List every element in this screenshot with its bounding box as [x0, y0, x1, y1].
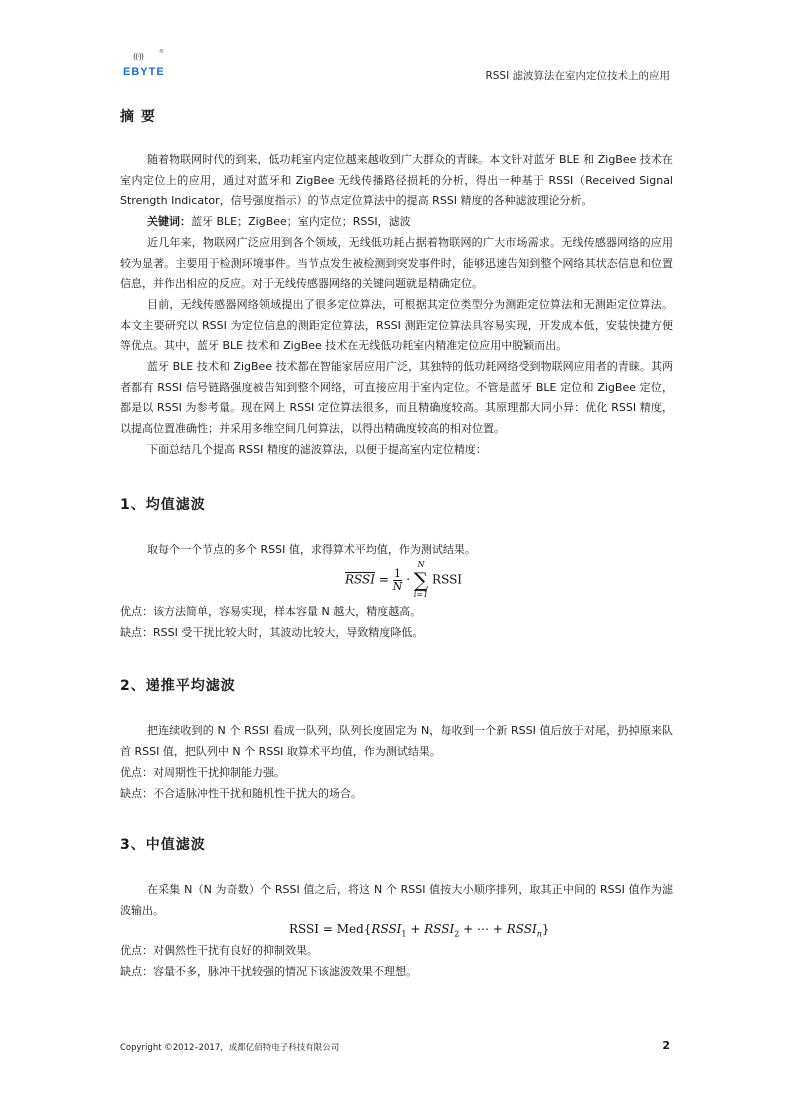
term-1: RSSI: [371, 922, 402, 936]
sigma-icon: ∑: [413, 568, 429, 592]
abstract-paragraph: 随着物联网时代的到来，低功耗室内定位越来越收到广大群众的青睐。本文针对蓝牙 BLE 和 ZigBee 技术在室内定位上的应用，通过对蓝牙和 ZigBee 无线传播路径损耗的分析，得出一种基于 RSSI（Received Signal Strength Indicator，信号强度指示）的节点定位算法中的提高 RSSI 精度的各种滤波理论分析。: [120, 153, 673, 208]
section-heading-mean-filter: 1、均值滤波: [120, 497, 206, 513]
closing-brace: }: [541, 922, 550, 936]
section-2-description: 把连续收到的 N 个 RSSI 看成一队列，队列长度固定为 N，每收到一个新 RSSI 值后放于对尾，扔掉原来队首 RSSI 值，把队列中 N 个 RSSI 取算术平均值，作为测试结果。: [120, 724, 673, 758]
body-paragraph-1: 近几年来，物联网广泛应用到各个领域，无线低功耗占据着物联网的广大市场需求。无线传感器网络的应用较为显著。主要用于检测环境事件。当节点发生被检测到突发事件时，能够迅速告知到整个网络其状态信息和位置信息，并作出相应的反应。对于无线传感器网络的关键问题就是精确定位。: [120, 236, 673, 291]
sum-upper-limit: N: [417, 560, 425, 569]
section-3-pros: 优点：对偶然性干扰有良好的抑制效果。: [120, 944, 318, 957]
fraction-numerator: 1: [394, 566, 402, 580]
plus-sign: +: [406, 922, 425, 936]
keywords-value: 蓝牙 BLE；ZigBee；室内定位；RSSI，滤波: [191, 215, 411, 228]
body-paragraph-2: 目前，无线传感器网络领域提出了很多定位算法，可根据其定位类型分为测距定位算法和无测距定位算法。本文主要研究以 RSSI 为定位信息的测距定位算法，RSSI 测距定位算法具容易实现，开发成本低，安装快捷方便等优点。其中，蓝牙 BLE 技术和 ZigBee 技术在无线低功耗室内精准定位应用中脱颖而出。: [120, 298, 673, 353]
document-header-title: RSSI 滤波算法在室内定位技术上的应用: [485, 70, 670, 82]
page-number: 2: [662, 1039, 670, 1052]
median-filter-formula: [289, 922, 550, 938]
term-2: RSSI: [424, 922, 455, 936]
summation: [414, 560, 428, 600]
term-n: RSSI: [506, 922, 537, 936]
mean-filter-formula: [345, 560, 462, 600]
formula-dot: ·: [406, 572, 411, 587]
footer-copyright: Copyright ©2012–2017，成都亿佰特电子科技有限公司: [120, 1043, 340, 1053]
formula-fraction: [393, 568, 403, 593]
section-heading-median-filter: 3、中值滤波: [120, 837, 206, 853]
wireless-signal-icon: ((·)): [133, 52, 144, 61]
subscript-n: n: [536, 929, 542, 939]
registered-mark: ®: [159, 49, 164, 55]
section-1-description: 取每个一个节点的多个 RSSI 值，求得算术平均值，作为测试结果。: [147, 543, 476, 556]
formula-lhs: RSSI = Med{: [289, 922, 372, 936]
section-3-cons: 缺点：容量不多，脉冲干扰较强的情况下该滤波效果不理想。: [120, 965, 417, 978]
section-1-cons: 缺点：RSSI 受干扰比较大时，其波动比较大，导致精度降低。: [120, 626, 424, 639]
section-heading-recursive-average: 2、递推平均滤波: [120, 678, 236, 694]
section-2-cons: 缺点：不合适脉冲性干扰和随机性干扰大的场合。: [120, 787, 362, 800]
ellipsis: + ⋯ +: [459, 922, 507, 936]
formula-rhs: RSSI: [432, 572, 463, 587]
subscript-2: 2: [454, 929, 460, 939]
logo-brand-text: EBYTE: [123, 66, 165, 78]
ebyte-logo: [123, 49, 173, 82]
formula-equals: =: [378, 572, 389, 587]
section-3-description: 在采集 N（N 为奇数）个 RSSI 值之后，将这 N 个 RSSI 值按大小顺序排列，取其正中间的 RSSI 值作为滤波输出。: [120, 883, 673, 917]
keywords-line: [120, 212, 673, 233]
keywords-label: 关键词：: [147, 215, 191, 228]
section-2-pros: 优点：对周期性干扰抑制能力强。: [120, 766, 285, 779]
abstract-heading: 摘 要: [120, 109, 156, 125]
formula-lhs: RSSI: [345, 572, 376, 587]
body-paragraph-3: 蓝牙 BLE 技术和 ZigBee 技术都在智能家居应用广泛，其独特的低功耗网络受到物联网应用者的青睐。其两者都有 RSSI 信号链路强度被告知到整个网络，可直接应用于室内定位。不管是蓝牙 BLE 定位和 ZigBee 定位，都是以 RSSI 为参考量。现在网上 RSSI 定位算法很多，而且精确度较高。其原理都大同小异：优化 RSSI 精度，以提高位置准确性；并采用多维空间几何算法，以得出精确度较高的相对位置。: [120, 360, 673, 435]
subscript-1: 1: [401, 929, 407, 939]
body-paragraph-4: 下面总结几个提高 RSSI 精度的滤波算法，以便于提高室内定位精度：: [147, 443, 487, 456]
sum-lower-limit: i=1: [413, 590, 429, 599]
section-1-pros: 优点：该方法简单，容易实现，样本容量 N 越大，精度越高。: [120, 605, 422, 618]
fraction-denominator: N: [392, 579, 403, 593]
